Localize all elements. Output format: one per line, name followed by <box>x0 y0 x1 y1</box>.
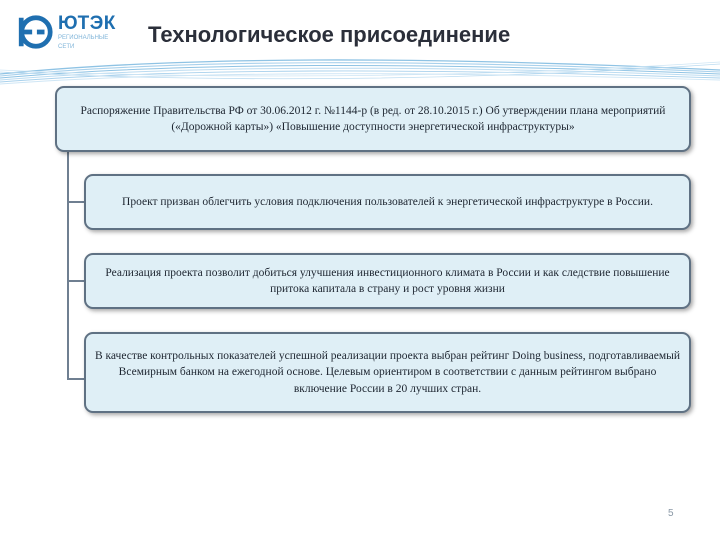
company-logo <box>16 12 116 52</box>
diagram-branch-4 <box>67 378 85 380</box>
logo-subtitle-line-2: СЕТИ <box>58 43 75 50</box>
info-box-decree <box>55 86 691 152</box>
header-decorative-lines <box>0 52 720 86</box>
info-box-doing-business <box>84 332 691 413</box>
info-box-investment-climate-text: Реализация проекта позволит добиться улучшения инвестиционного климата в России и как следствие повышение притока капитала в страну и рост уровня жизни <box>105 266 670 295</box>
page-title: Технологическое присоединение <box>148 22 511 47</box>
info-box-investment-climate <box>84 253 691 309</box>
info-box-project-purpose-text: Проект призван облегчить условия подключения пользователей к энергетической инфраструктуре в России. <box>122 195 653 208</box>
yutek-logo-icon <box>16 13 54 51</box>
info-box-doing-business-text: В качестве контрольных показателей успешной реализации проекта выбран рейтинг Doing business, подготавливаемый Всемирным банком на ежегодной основе. Целевым ориентиром в соответствии с данным рейтингом выбрано включение России в 20 лучших стран. <box>94 350 681 395</box>
logo-brand-text: ЮТЭК <box>58 12 116 34</box>
info-box-decree-text: Распоряжение Правительства РФ от 30.06.2012 г. №1144-р (в ред. от 28.10.2015 г.) Об утверждении плана мероприятий («Дорожной карты») «Повышение доступности энергетической инфраструктуры» <box>80 104 666 133</box>
logo-subtitle-line-1: РЕГИОНАЛЬНЫЕ <box>58 34 109 41</box>
page-number: 5 <box>668 508 674 519</box>
info-box-project-purpose <box>84 174 691 230</box>
diagram-branch-2 <box>67 201 85 203</box>
diagram-connector-line <box>67 150 69 379</box>
diagram-branch-3 <box>67 280 85 282</box>
